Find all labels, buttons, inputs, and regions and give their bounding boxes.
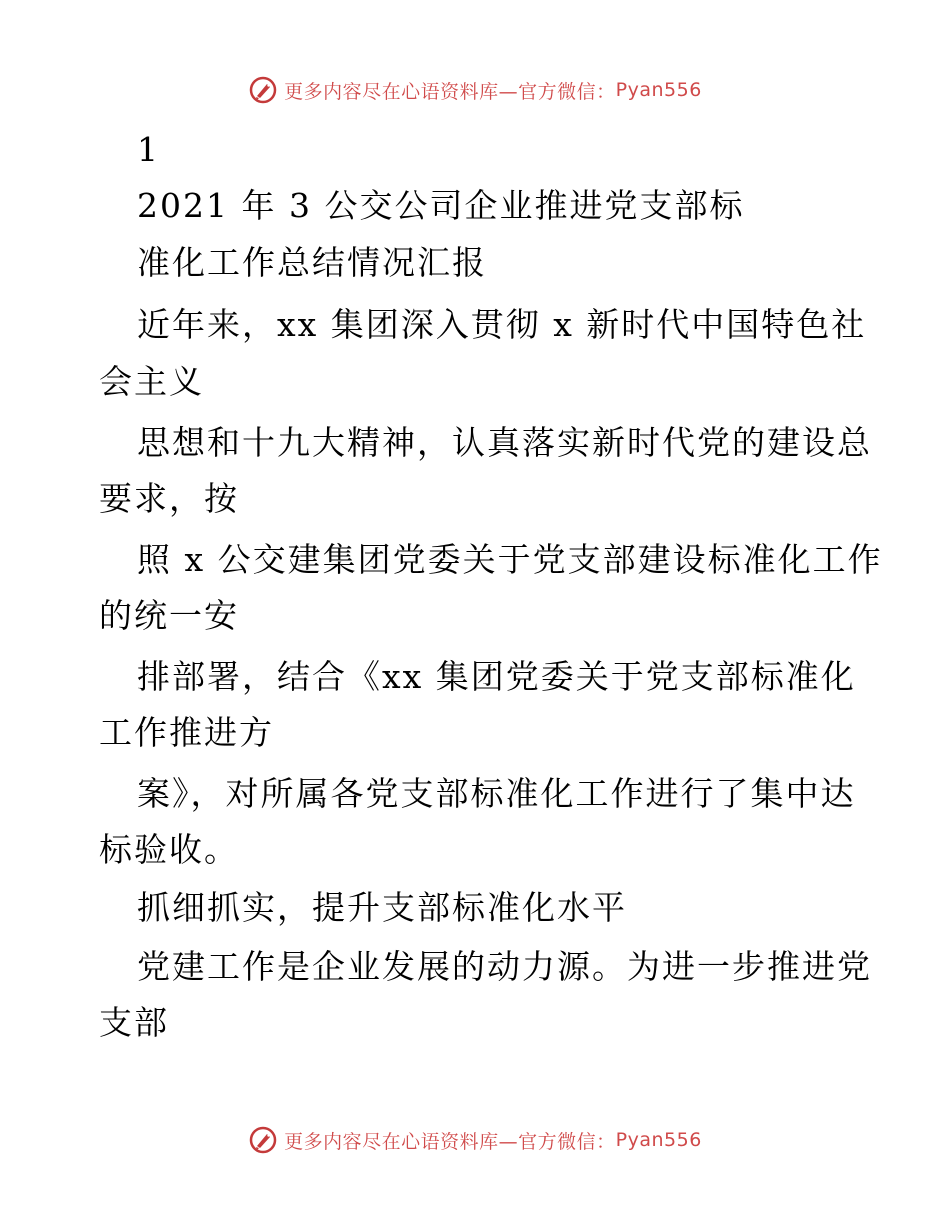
paragraph-line: 支部: [99, 1003, 169, 1042]
paragraph-line: 思想和十九大精神，认真落实新时代党的建设总: [137, 423, 872, 462]
section-heading: 抓细抓实，提升支部标准化水平: [137, 888, 627, 927]
watermark-contact: Pyan556: [615, 79, 702, 101]
watermark-text: 更多内容尽在心语资料库—官方微信：: [284, 1130, 616, 1153]
paragraph-line: 会主义: [99, 362, 204, 401]
pen-nib-logo-icon: [248, 1125, 278, 1155]
header-watermark-banner: [0, 70, 950, 110]
watermark-text: 更多内容尽在心语资料库—官方微信：: [284, 80, 616, 103]
paragraph-line: 照 x 公交建集团党委关于党支部建设标准化工作: [137, 540, 883, 579]
paragraph-line: 党建工作是企业发展的动力源。为进一步推进党: [137, 947, 872, 986]
watermark-contact: Pyan556: [615, 1129, 702, 1151]
page-number: 1: [137, 130, 160, 169]
paragraph-line: 案》，对所属各党支部标准化工作进行了集中达: [137, 774, 856, 813]
footer-watermark-banner: [0, 1120, 950, 1160]
paragraph-line: 标验收。: [99, 830, 239, 869]
paragraph-line: 近年来，xx 集团深入贯彻 x 新时代中国特色社: [137, 305, 867, 344]
document-title-line-1: 2021 年 3 公交公司企业推进党支部标: [137, 186, 745, 225]
paragraph-line: 工作推进方: [99, 713, 274, 752]
document-title-line-2: 准化工作总结情况汇报: [137, 243, 487, 282]
paragraph-line: 的统一安: [99, 596, 239, 635]
paragraph-line: 要求，按: [99, 479, 239, 518]
pen-nib-logo-icon: [248, 75, 278, 105]
paragraph-line: 排部署，结合《xx 集团党委关于党支部标准化: [137, 657, 856, 696]
